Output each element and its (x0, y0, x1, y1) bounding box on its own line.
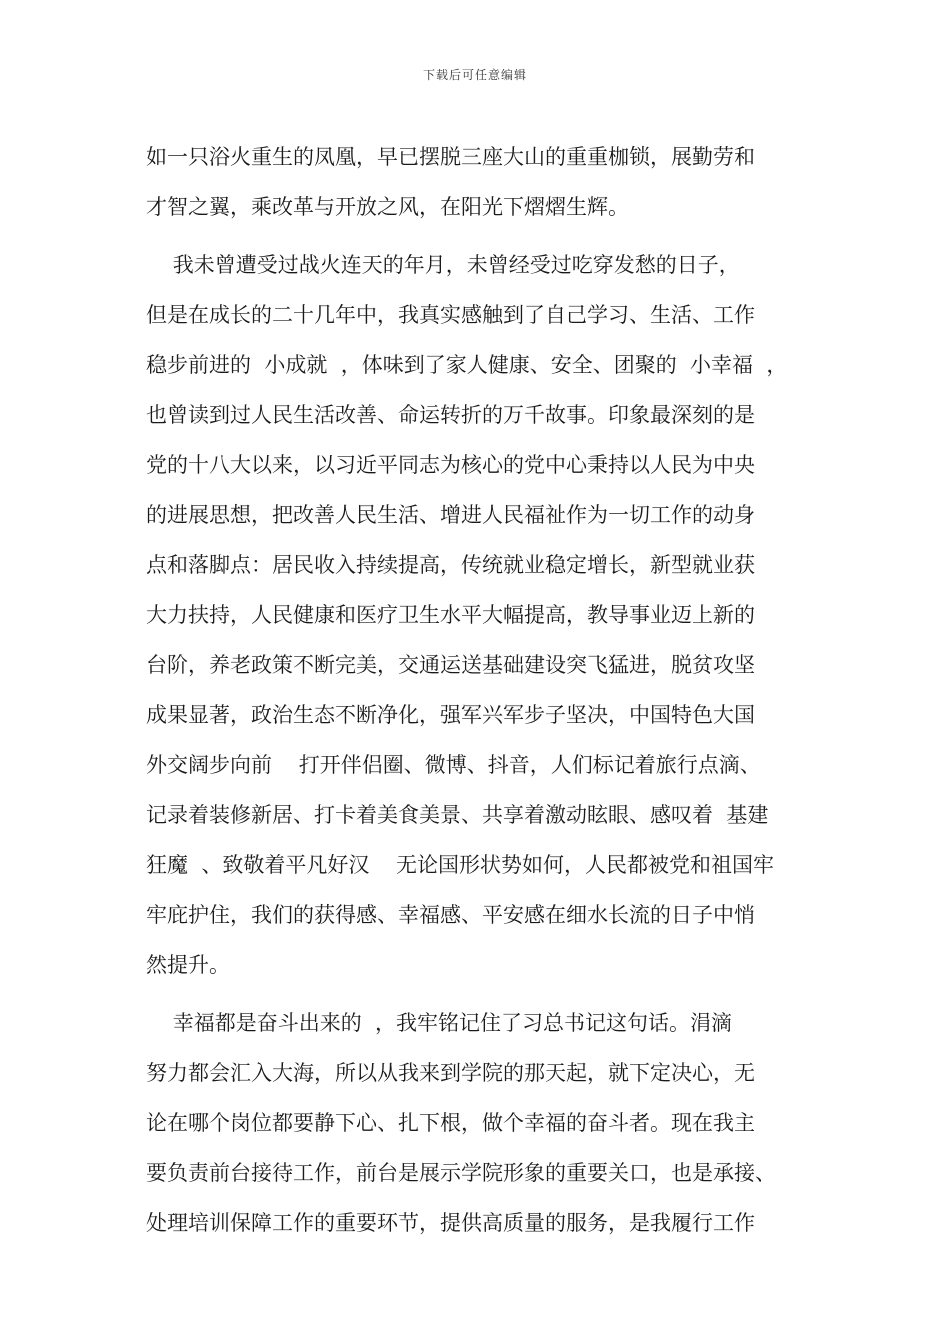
paragraph-gap (146, 990, 836, 998)
text-line: 论在哪个岗位都要静下心、扎下根，做个幸福的奋斗者。现在我主 (146, 1111, 755, 1135)
page-header-note: 下载后可任意编辑 (422, 68, 527, 82)
text-line: 幸福都是奋斗出来的 ，我牢铭记住了习总书记这句话。涓滴 (146, 1011, 733, 1035)
text-line: 成果显著，政治生态不断净化，强军兴军步子坚决，中国特色大国 (146, 703, 755, 727)
text-line: 点和落脚点：居民收入持续提高，传统就业稳定增长，新型就业获 (146, 553, 755, 577)
text-line: 稳步前进的 小成就 ，体味到了家人健康、安全、团聚的 小幸福 ， (146, 353, 788, 377)
text-line: 处理培训保障工作的重要环节，提供高质量的服务，是我履行工作 (146, 1211, 755, 1235)
text-line: 牢庇护住，我们的获得感、幸福感、平安感在细水长流的日子中悄 (146, 903, 755, 927)
text-line: 也曾读到过人民生活改善、命运转折的万千故事。印象最深刻的是 (146, 403, 755, 427)
text-line: 的进展思想，把改善人民生活、增进人民福祉作为一切工作的动身 (146, 503, 755, 527)
text-line: 努力都会汇入大海，所以从我来到学院的那天起，就下定决心，无 (146, 1061, 755, 1085)
paragraph-gap (146, 232, 836, 240)
text-line: 但是在成长的二十几年中，我真实感触到了自己学习、生活、工作 (146, 303, 755, 327)
text-line: 党的十八大以来，以习近平同志为核心的党中心秉持以人民为中央 (146, 453, 755, 477)
text-line: 大力扶持，人民健康和医疗卫生水平大幅提高，教导事业迈上新的 (146, 603, 755, 627)
text-line: 狂魔 、致敬着平凡好汉 无论国形状势如何，人民都被党和祖国牢 (146, 853, 775, 877)
text-line: 才智之翼，乘改革与开放之风，在阳光下熠熠生辉。 (146, 195, 629, 219)
text-line: 台阶，养老政策不断完美，交通运送基础建设突飞猛进，脱贫攻坚 (146, 653, 755, 677)
text-line: 然提升。 (146, 953, 230, 977)
text-line: 外交阔步向前 打开伴侣圈、微博、抖音，人们标记着旅行点滴、 (146, 753, 761, 777)
text-line: 要负责前台接待工作，前台是展示学院形象的重要关口，也是承接、 (146, 1161, 776, 1185)
text-line: 我未曾遭受过战火连天的年月，未曾经受过吃穿发愁的日子， (146, 253, 740, 277)
text-line: 记录着装修新居、打卡着美食美景、共享着激动眩眼、感叹着 基建 (146, 803, 769, 827)
document-body (146, 132, 836, 1248)
text-line: 如一只浴火重生的凤凰，早已摆脱三座大山的重重枷锁，展勤劳和 (146, 145, 755, 169)
